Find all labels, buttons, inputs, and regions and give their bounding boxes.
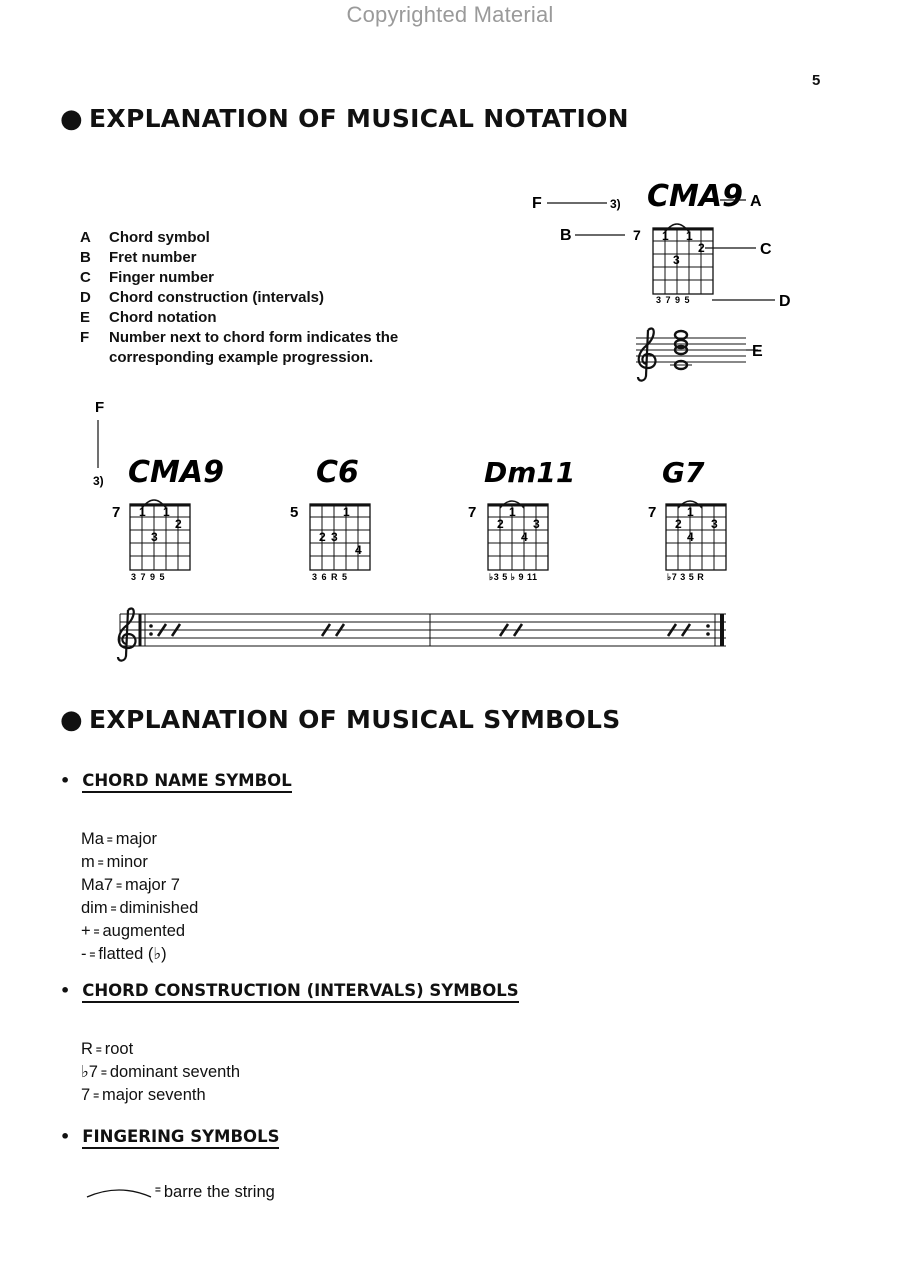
example-finger: 2 (698, 241, 705, 255)
construction-symbols-title: CHORD CONSTRUCTION (INTERVALS) SYMBOLS (82, 981, 518, 1003)
list-item: Ma7 = major 7 (81, 876, 180, 894)
fingering-symbols-title: FINGERING SYMBOLS (82, 1127, 279, 1149)
chord-diagram (468, 456, 575, 582)
example-chord-diagram (532, 179, 791, 381)
chord-finger: 2 (497, 517, 504, 531)
example-finger: 1 (662, 229, 669, 243)
bullet-icon: ● (60, 705, 83, 735)
legend-item: B Fret number (80, 249, 197, 266)
list-item: = barre the string (86, 1182, 275, 1202)
legend-item: A Chord symbol (80, 229, 210, 246)
list-item: m = minor (81, 853, 148, 871)
chord-name-symbol-title: CHORD NAME SYMBOL (82, 771, 291, 793)
bullet-icon: ● (60, 104, 83, 134)
list-item: + = augmented (81, 922, 186, 940)
treble-clef-icon (118, 609, 136, 661)
chord-finger: 3 (151, 530, 158, 544)
chord-finger: 1 (139, 505, 146, 519)
fingering-symbols-list (86, 1182, 275, 1202)
list-item: - = flatted (♭) (81, 945, 167, 963)
section-notation-title-text: EXPLANATION OF MUSICAL NOTATION (89, 104, 629, 133)
bullet-icon: • (60, 771, 71, 790)
progression-staff (118, 609, 726, 661)
list-item: R = root (81, 1040, 134, 1058)
chord-finger: 4 (521, 530, 528, 544)
example-finger: 3 (673, 253, 680, 267)
chord-name: C6 (316, 455, 359, 490)
chord-finger: 2 (175, 517, 182, 531)
page-number: 5 (812, 72, 821, 89)
barre-arc-icon (86, 1185, 152, 1199)
construction-symbols-list (81, 1039, 240, 1108)
chord-finger: 1 (163, 505, 170, 519)
chord-fret: 5 (290, 504, 299, 521)
section-symbols-title (60, 705, 621, 735)
label-f: F (532, 195, 542, 212)
chord-finger: 2 (319, 530, 326, 544)
list-item: 7 = major seventh (81, 1086, 206, 1104)
legend-item: F Number next to chord form indicates the corresponding example progression. (80, 329, 399, 366)
chord-finger: 4 (355, 543, 362, 557)
construction-symbols-heading (60, 981, 519, 1000)
list-item: Ma = major (81, 830, 158, 848)
chord-finger: 1 (509, 505, 516, 519)
chord-intervals: ♭7 3 5 R (667, 572, 705, 582)
chord-name-symbol-heading (60, 771, 292, 790)
section-symbols-title-text: EXPLANATION OF MUSICAL SYMBOLS (89, 705, 621, 734)
chord-finger: 4 (687, 530, 694, 544)
legend-item: C Finger number (80, 269, 215, 286)
chord-diagram (290, 455, 370, 582)
legend-item: D Chord construction (intervals) (80, 289, 325, 306)
example-progression-num: 3) (610, 197, 621, 211)
chord-name: CMA9 (128, 455, 224, 490)
progression-number: 3) (93, 474, 104, 488)
chord-finger: 1 (343, 505, 350, 519)
chord-finger: 2 (675, 517, 682, 531)
label-a: A (750, 193, 762, 210)
legend-item: E Chord notation (80, 309, 217, 326)
treble-clef-icon (638, 329, 656, 381)
list-item: ♭7 = dominant seventh (81, 1063, 241, 1081)
chord-intervals: 3 6 R 5 (312, 572, 349, 582)
example-finger: 1 (686, 229, 693, 243)
bullet-icon: • (60, 1127, 71, 1146)
label-d: D (779, 293, 791, 310)
bullet-icon: • (60, 981, 71, 1000)
chord-intervals: 3 7 9 5 (131, 572, 166, 582)
watermark: Copyrighted Material (346, 2, 554, 27)
chord-intervals: ♭3 5 ♭ 9 11 (489, 572, 538, 582)
label-c: C (760, 241, 772, 258)
example-chord-name: CMA9 (647, 179, 743, 214)
example-staff (636, 329, 746, 381)
chord-finger: 3 (711, 517, 718, 531)
chord-diagram (112, 455, 224, 582)
example-intervals: 3 7 9 5 (656, 295, 691, 305)
chord-finger: 3 (331, 530, 338, 544)
chord-diagram (648, 456, 726, 582)
chord-name-symbol-list (81, 829, 198, 967)
chord-name: Dm11 (484, 456, 576, 489)
example-fret-number: 7 (633, 227, 641, 243)
chord-fret: 7 (468, 504, 477, 521)
chord-fret: 7 (648, 504, 657, 521)
chord-name: G7 (662, 456, 705, 489)
chord-finger: 3 (533, 517, 540, 531)
label-b: B (560, 227, 572, 244)
list-item: dim = diminished (81, 899, 199, 917)
chord-finger: 1 (687, 505, 694, 519)
fingering-symbols-heading (60, 1127, 279, 1146)
progression-label-f: F (95, 399, 105, 416)
chord-fret: 7 (112, 504, 121, 521)
label-e: E (752, 343, 763, 360)
